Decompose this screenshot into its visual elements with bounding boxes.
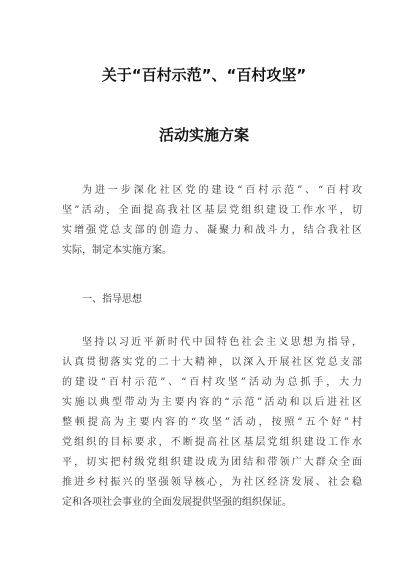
paragraph-line: 实增强党总支部的创造力、凝聚力和战斗力，结合我社区 [62, 225, 362, 236]
paragraph-line: 推进乡村振兴的坚强领导核心，为社区经济发展、社会稳 [62, 477, 362, 488]
guiding-ideology-paragraph [62, 333, 362, 513]
paragraph-line: 定和各项社会事业的全面发展提供坚强的组织保证。 [62, 497, 292, 508]
paragraph-line: 党组织的目标要求，不断提高社区基层党组织建设工作水 [62, 437, 362, 448]
paragraph-line: 的建设“百村示范”、“百村攻坚”活动为总抓手，大力 [62, 377, 362, 388]
paragraph-line: 实际，制定本实施方案。 [62, 245, 172, 256]
paragraph-line: 实施以典型带动为主要内容的“示范”活动和以后进社区 [62, 397, 362, 408]
intro-paragraph [62, 181, 362, 261]
paragraph-line: 坚持以习近平新时代中国特色社会主义思想为指导， [82, 337, 362, 348]
document-title-line2: 活动实施方案 [158, 126, 249, 144]
paragraph-line: 整顿提高为主要内容的“攻坚”活动，按照“五个好”村 [62, 417, 362, 428]
paragraph-line: 平，切实把村级党组织建设成为团结和带领广大群众全面 [62, 457, 362, 468]
document-title-line1: 关于“百村示范”、“百村攻坚” [101, 66, 307, 84]
paragraph-line: 认真贯彻落实党的二十大精神，以深入开展社区党总支部 [62, 357, 362, 368]
paragraph-line: 坚”活动，全面提高我社区基层党组织建设工作水平，切 [62, 205, 362, 216]
section-heading-guiding-ideology: 一、指导思想 [82, 294, 142, 305]
paragraph-line: 为进一步深化社区党的建设“百村示范”、“百村攻 [82, 185, 362, 196]
